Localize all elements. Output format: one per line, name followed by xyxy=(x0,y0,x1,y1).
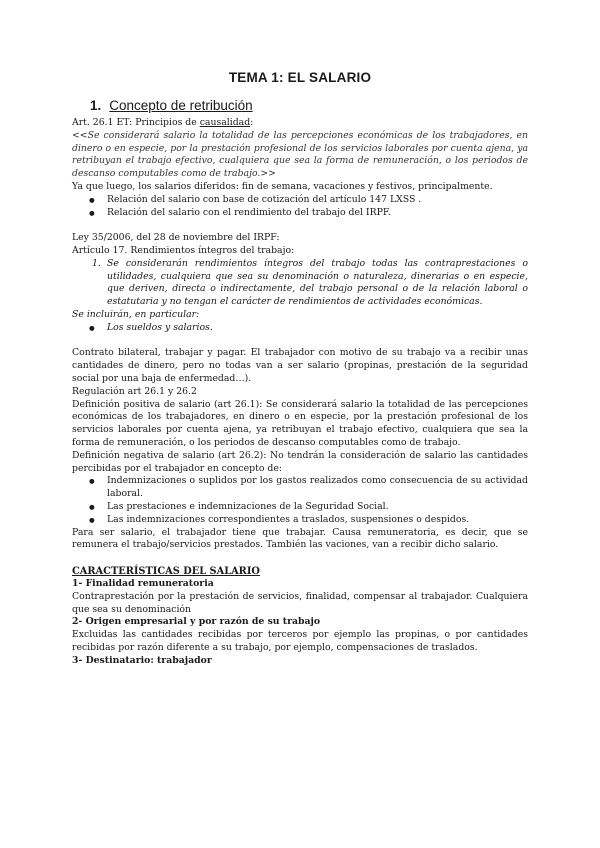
ley-line: Ley 35/2006, del 28 de noviembre del IRPF: xyxy=(72,232,280,244)
caracteristica-text: Excluidas las cantidades recibidas por terceros por ejemplo las propinas, o por cantidades recibidas por razón diferente a su trabajo, por ejemplo, compensaciones de traslados. xyxy=(72,629,528,654)
incluiran-line: Se incluirán, en particular: xyxy=(72,308,200,320)
art261-line: Art. 26.1 ET: Principios de causalidad: xyxy=(72,117,254,128)
list-item: ● Indemnizaciones o suplidos por los gastos realizados como consecuencia de su actividad laboral. xyxy=(72,475,528,501)
para-ser-paragraph: Para ser salario, el trabajador tiene que trabajar. Causa remuneratoria, es decir, que se remunera el trabajo/servicios prestados. También las vaciones, van a recibir dicho salario. xyxy=(72,526,528,551)
list-item: 1. Se considerarán rendimientos íntegros del trabajo todas las contraprestaciones o utilidades, cualquiera que sea su denominación o naturaleza, dinerarias o en especie, que deriven, directa o indirectamente, del trabajo personal o de la relación laboral o estatutaria y no tengan el carácter de rendimientos de actividades económicas. xyxy=(92,257,528,308)
salary-quote: <<Se considerará salario la totalidad de las percepciones económicas de los trabajadores, en dinero o en especie, por la prestación profesional de los servicios laborales por cuenta ajena, ya retribuyan el trabajo efectivo, cualquiera que sea la forma de remuneración, o los periodos de descanso computables como de trabajo.>> xyxy=(72,129,528,180)
caracteristica-title: 2- Origen empresarial y por razón de su trabajo xyxy=(72,616,321,628)
list-item: ● Relación del salario con el rendimiento del trabajo del IRPF. xyxy=(72,207,528,220)
diferidos-paragraph: Ya que luego, los salarios diferidos: fin de semana, vacaciones y festivos, principalmente. xyxy=(72,180,493,192)
irpf-list xyxy=(72,258,528,309)
list-item: ● Las prestaciones e indemnizaciones de la Seguridad Social. xyxy=(72,501,528,514)
list-item: ● Los sueldos y salarios. xyxy=(72,322,528,335)
section-number: 1. xyxy=(90,98,102,113)
list-item: ● Relación del salario con base de cotización del artículo 147 LXSS . xyxy=(72,194,528,207)
contrato-paragraph: Contrato bilateral, trabajar y pagar. El trabajador con motivo de su trabajo va a recibir unas cantidades de dinero, pero no todas van a ser salario (propinas, prestación de la seguridad social por una baja de enfermedad…). xyxy=(72,347,528,384)
negativa-list xyxy=(72,475,528,526)
caracteristica-text: Contraprestación por la prestación de servicios, finalidad, compensar al trabajador. Cualquiera que sea su denominación xyxy=(72,590,528,615)
section-title: Concepto de retribución xyxy=(109,98,253,113)
document-title: TEMA 1: EL SALARIO xyxy=(228,70,372,85)
sueldos-list xyxy=(72,322,528,335)
list-item: ● Las indemnizaciones correspondientes a traslados, suspensiones o despidos. xyxy=(72,514,528,527)
caracteristicas-heading: CARACTERÍSTICAS DEL SALARIO xyxy=(72,566,260,578)
section-heading-concepto xyxy=(90,98,528,113)
definicion-positiva: Definición positiva de salario (art 26.1): Se considerará salario la totalidad de las percepciones económicas de los trabajadores, en dinero o en especie, por la prestación profesional de los servicios laborales por cuenta ajena, ya retribuyan el trabajo efectivo, cualquiera que sea la forma de remuneración, o los periodos de descanso computables como de trabajo. xyxy=(72,398,528,448)
caracteristica-title: 3- Destinatario: trabajador xyxy=(72,654,212,666)
relaciones-list xyxy=(72,194,528,220)
caracteristica-title: 1- Finalidad remuneratoria xyxy=(72,578,214,590)
document-page xyxy=(72,70,528,668)
articulo17-line: Artículo 17. Rendimientos íntegros del trabajo: xyxy=(72,244,295,256)
regulacion-line: Regulación art 26.1 y 26.2 xyxy=(72,385,197,397)
definicion-negativa: Definición negativa de salario (art 26.2): No tendrán la consideración de salario las cantidades percibidas por el trabajador en concepto de: xyxy=(72,449,528,474)
